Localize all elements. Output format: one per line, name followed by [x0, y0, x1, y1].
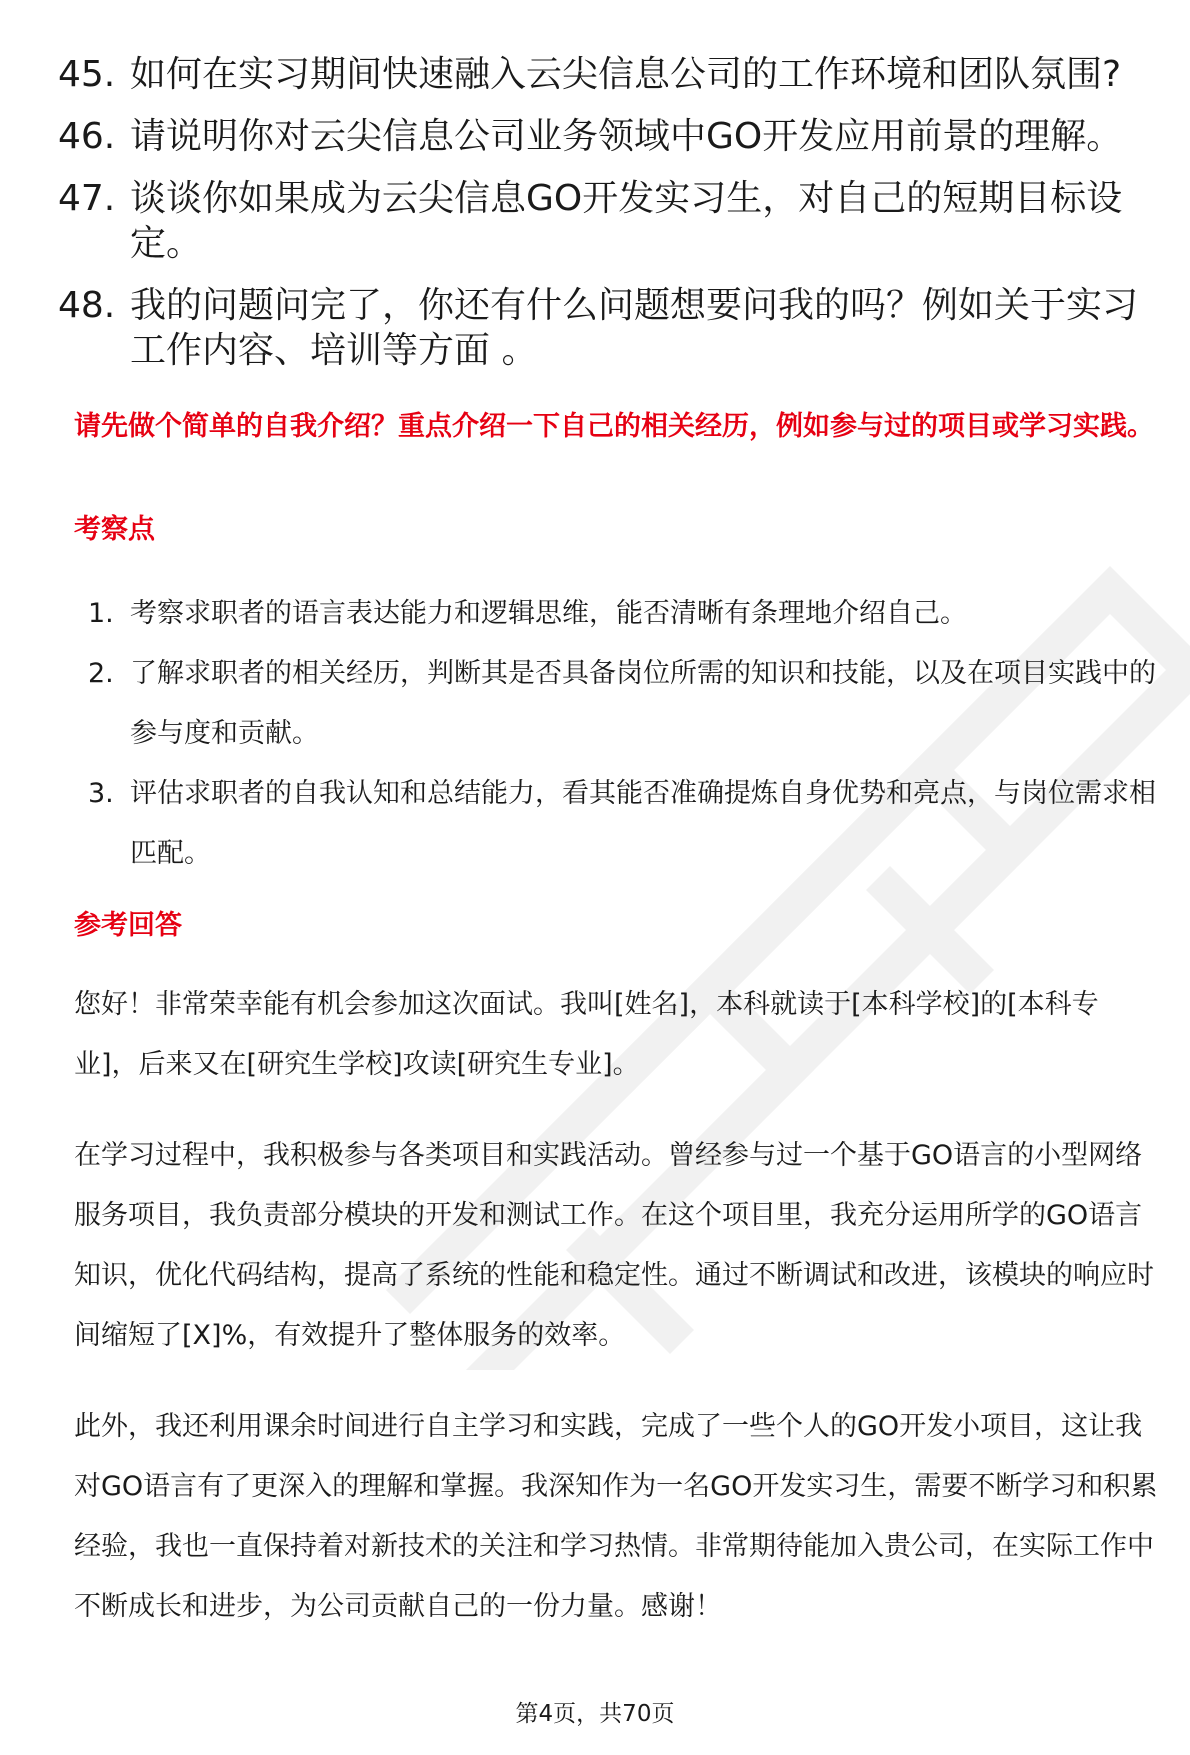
question-text: 如何在实习期间快速融入云尖信息公司的工作环境和团队氛围?	[130, 54, 1122, 95]
page-number: 第4页，共70页	[515, 1701, 675, 1727]
question-item	[58, 283, 1158, 373]
question-item	[58, 114, 1158, 159]
assessment-point	[88, 764, 1168, 884]
point-number: 2.	[88, 658, 114, 689]
assessment-points-list	[88, 584, 1168, 884]
point-text: 了解求职者的相关经历，判断其是否具备岗位所需的知识和技能，以及在项目实践中的参与度和贡献。	[130, 658, 1156, 749]
question-number: 48.	[58, 285, 116, 326]
assessment-points-heading: 考察点	[74, 514, 155, 545]
assessment-point	[88, 584, 1168, 644]
question-text: 我的问题问完了，你还有什么问题想要问我的吗？例如关于实习工作内容、培训等方面 。	[130, 285, 1139, 371]
point-text: 考察求职者的语言表达能力和逻辑思维，能否清晰有条理地介绍自己。	[130, 598, 967, 629]
question-number: 45.	[58, 54, 116, 95]
answer-paragraph: 在学习过程中，我积极参与各类项目和实践活动。曾经参与过一个基于GO语言的小型网络服务项目，我负责部分模块的开发和测试工作。在这个项目里，我充分运用所学的GO语言知识，优化代码结构，提高了系统的性能和稳定性。通过不断调试和改进，该模块的响应时间缩短了[X]%，有效提升了整体服务的效率。	[74, 1140, 1154, 1351]
point-number: 3.	[88, 778, 114, 809]
question-text: 请说明你对云尖信息公司业务领域中GO开发应用前景的理解。	[130, 116, 1123, 157]
point-text: 评估求职者的自我认知和总结能力，看其能否准确提炼自身优势和亮点，与岗位需求相匹配。	[130, 778, 1156, 869]
question-number: 46.	[58, 116, 116, 157]
question-text: 谈谈你如果成为云尖信息GO开发实习生，对自己的短期目标设定。	[130, 178, 1123, 264]
question-item	[58, 176, 1158, 266]
question-number: 47.	[58, 178, 116, 219]
question-item	[58, 52, 1158, 97]
assessment-point	[88, 644, 1168, 764]
reference-answer-heading: 参考回答	[74, 910, 182, 941]
question-list	[58, 52, 1158, 390]
answer-paragraph: 您好！非常荣幸能有机会参加这次面试。我叫[姓名]，本科就读于[本科学校]的[本科专业]，后来又在[研究生学校]攻读[研究生专业]。	[74, 989, 1099, 1080]
answer-paragraph: 此外，我还利用课余时间进行自主学习和实践，完成了一些个人的GO开发小项目，这让我对GO语言有了更深入的理解和掌握。我深知作为一名GO开发实习生，需要不断学习和积累经验，我也一直保持着对新技术的关注和学习热情。非常期待能加入贵公司，在实际工作中不断成长和进步，为公司贡献自己的一份力量。感谢！	[74, 1411, 1158, 1622]
point-number: 1.	[88, 598, 114, 629]
interview-question-heading: 请先做个简单的自我介绍？重点介绍一下自己的相关经历，例如参与过的项目或学习实践。	[74, 411, 1154, 442]
